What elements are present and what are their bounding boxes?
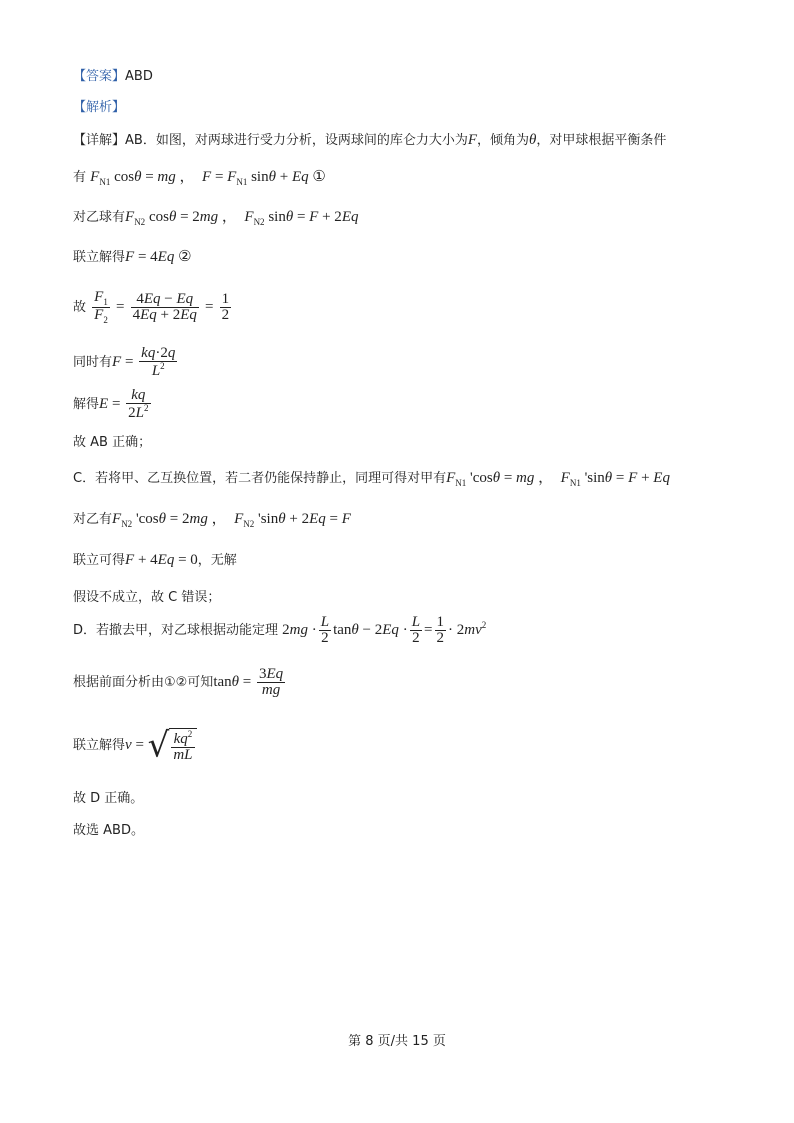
eq2-prefix: 对乙球有 <box>73 210 126 225</box>
detail-tag: 【详解】 <box>73 133 126 148</box>
equation-line-11: 根据前面分析由①②可知tanθ = $\frac{3Eq}{mg}$ <box>73 666 284 698</box>
equation-line-9: 联立可得F + 4Eq = 0，无解 <box>73 552 237 568</box>
equation-line-8: 对乙有$F_{N2}$ 'cosθ = 2mg ， $F_{N2}$ 'sinθ + 2Eq = F <box>73 511 351 529</box>
equation-line-7: C．若将甲、乙互换位置，若二者仍能保持静止，同理可得对甲有$F_{N1}$ 'cosθ = mg ， $F_{N1}$ 'sinθ = F + Eq <box>73 470 670 488</box>
eq10-prefix: D．若撤去甲，对乙球根据动能定理 <box>73 623 279 638</box>
conclusion-c: 假设不成立，故 C 错误； <box>73 590 221 605</box>
detail-text-1: AB．如图，对两球进行受力分析，设两球间的库仑力大小为 <box>125 133 468 148</box>
conclusion-d: 故 D 正确。 <box>73 791 144 806</box>
answer-tag: 【答案】 <box>73 69 126 84</box>
conclusion-ab: 故 AB 正确； <box>73 435 152 450</box>
analysis-line <box>73 101 125 114</box>
answer-line <box>73 70 153 83</box>
equation-line-12: 联立解得v = √ $\frac{kq^2}{mL}$ <box>73 728 197 763</box>
eq4-prefix: 故 <box>73 300 87 315</box>
eq5-prefix: 同时有 <box>73 355 113 370</box>
eq7-prefix: C．若将甲、乙互换位置，若二者仍能保持静止，同理可得对甲有 <box>73 471 447 486</box>
eq1-prefix: 有 <box>73 170 87 185</box>
equation-line-2: 对乙球有$F_{N2}$ cosθ = 2mg ， $F_{N2}$ sinθ = F + 2Eq <box>73 209 359 227</box>
eq11-prefix: 根据前面分析由①②可知 <box>73 675 214 690</box>
analysis-tag: 【解析】 <box>73 100 126 115</box>
answer-value: ABD <box>125 69 153 84</box>
eq6-prefix: 解得 <box>73 397 100 412</box>
equation-line-6: 解得E = $\frac{kq}{2L^2}$ <box>73 387 149 421</box>
eq12-prefix: 联立解得 <box>73 738 126 753</box>
detail-text-1b: ，倾角为 <box>477 133 530 148</box>
equation-line-10: D．若撤去甲，对乙球根据动能定理 2mg · $\frac{L}{2}$ tanθ − 2Eq · $\frac{L}{2}$ = $\frac{1}{2}$ · $2mv^2$ <box>73 614 487 646</box>
equation-line-5: 同时有F = $\frac{kq\cdot 2q}{L^2}$ <box>73 345 176 379</box>
eq8-prefix: 对乙有 <box>73 512 113 527</box>
page-footer: 第 8 页/共 15 页 <box>348 1034 446 1049</box>
eq9-prefix: 联立可得 <box>73 553 126 568</box>
detail-intro-line: 【详解】AB．如图，对两球进行受力分析，设两球间的库仑力大小为F，倾角为θ，对甲球根据平衡条件 <box>73 132 667 148</box>
detail-text-1c: ，对甲球根据平衡条件 <box>536 133 667 148</box>
equation-line-3: 联立解得F = 4Eq ② <box>73 249 192 265</box>
eq3-prefix: 联立解得 <box>73 250 126 265</box>
final-answer: 故选 ABD。 <box>73 823 144 838</box>
equation-line-1: 有 $F_{N1}$ cosθ = mg ， $F = F_{N1}$ sinθ + Eq ① <box>73 169 326 187</box>
eq9-suffix: ，无解 <box>197 553 237 568</box>
equation-line-4: 故 $\frac{F_1}{F_2}$ = $\frac{4Eq - Eq}{4Eq + 2Eq}$ = $\frac{1}{2}$ <box>73 289 230 325</box>
